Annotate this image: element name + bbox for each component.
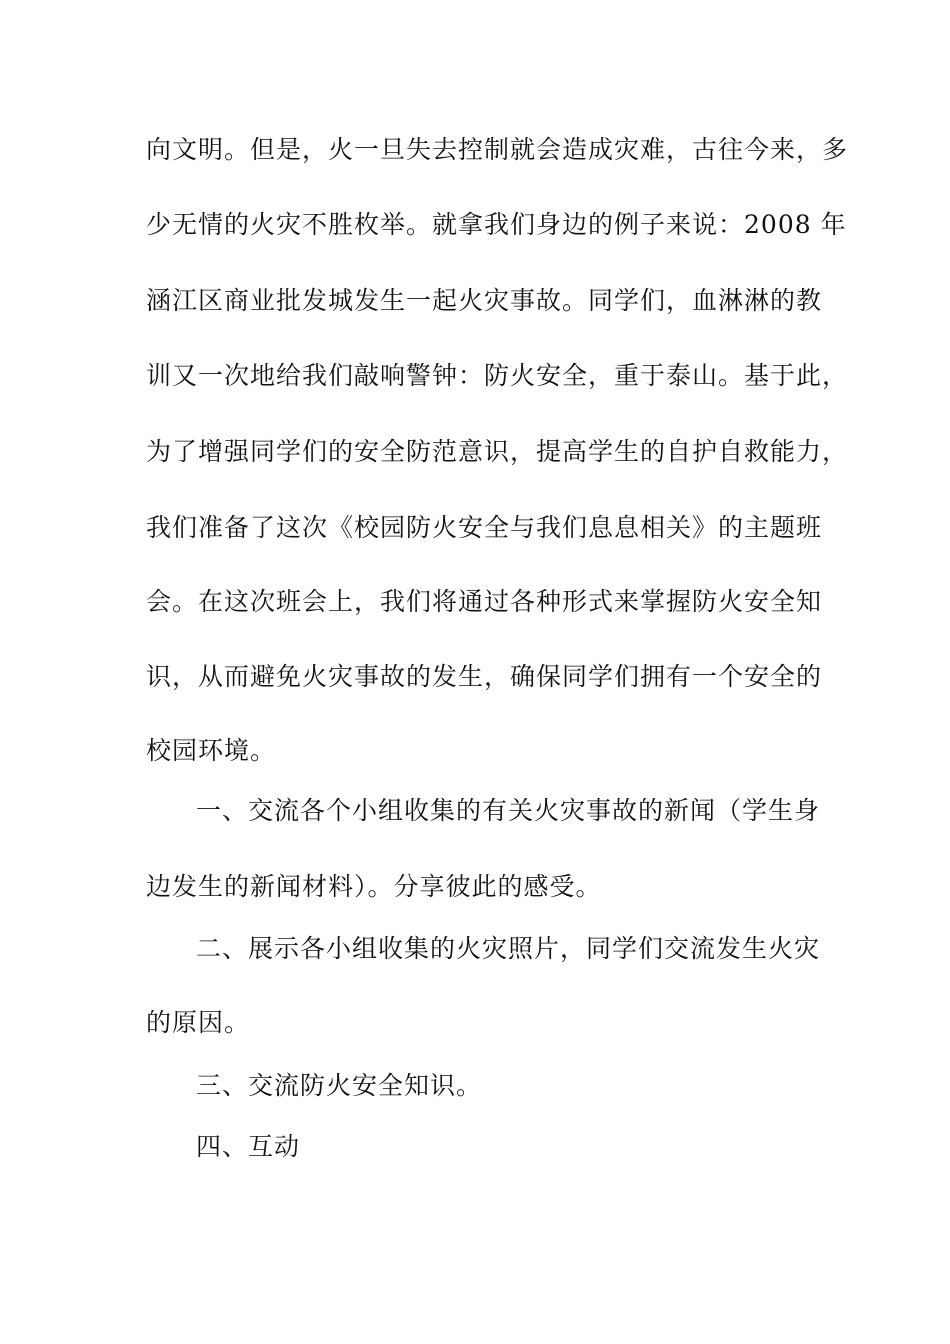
list-item-1-line: 一、交流各个小组收集的有关火灾事故的新闻（学生身 (196, 796, 821, 825)
paragraph-line: 为了增强同学们的安全防范意识，提高学生的自护自救能力， (146, 437, 849, 466)
paragraph-line: 少无情的火灾不胜枚举。就拿我们身边的例子来说：2008 年 (146, 210, 847, 239)
paragraph-line: 识，从而避免火灾事故的发生，确保同学们拥有一个安全的 (146, 662, 823, 691)
list-item-2-line: 二、展示各小组收集的火灾照片，同学们交流发生火灾 (196, 934, 821, 963)
paragraph-line: 涵江区商业批发城发生一起火灾事故。同学们，血淋淋的教 (146, 286, 823, 315)
list-item-3: 三、交流防火安全知识。 (196, 1071, 483, 1100)
list-item-4: 四、互动 (196, 1132, 301, 1161)
paragraph-line: 我们准备了这次《校园防火安全与我们息息相关》的主题班 (146, 513, 823, 542)
paragraph-line: 向文明。但是，火一旦失去控制就会造成灾难，古往今来，多 (146, 135, 849, 164)
list-item-2-line: 的原因。 (146, 1008, 251, 1037)
paragraph-line: 训又一次地给我们敲响警钟：防火安全，重于泰山。基于此， (146, 361, 849, 390)
paragraph-line: 会。在这次班会上，我们将通过各种形式来掌握防火安全知 (146, 587, 823, 616)
paragraph-line: 校园环境。 (146, 736, 277, 765)
list-item-1-line: 边发生的新闻材料）。分享彼此的感受。 (146, 872, 602, 901)
